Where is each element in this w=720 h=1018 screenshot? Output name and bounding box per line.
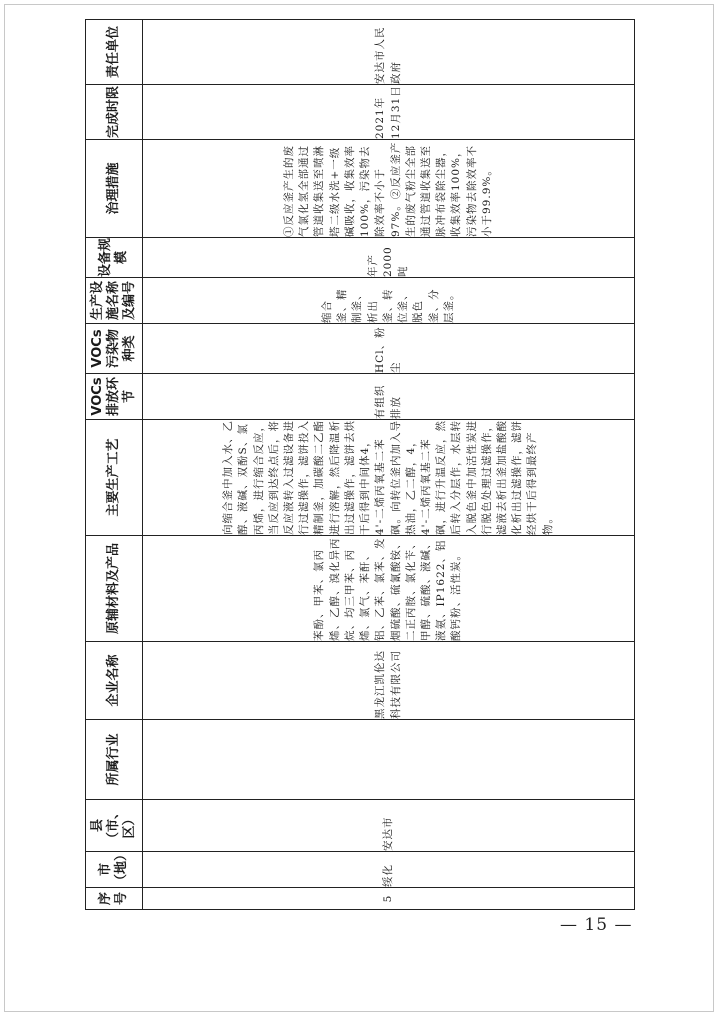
governance-table	[85, 19, 635, 910]
cell-county: 安达市	[143, 800, 635, 852]
cell-industry	[143, 720, 635, 800]
header-deadline: 完成时限	[86, 85, 143, 140]
header-seq: 序号	[86, 888, 143, 910]
header-voc-link: VOCs排放环节	[86, 374, 143, 420]
cell-equipment: 缩合釜、精制釜、析出釜、转位釜、脱色釜、分层釜。	[143, 278, 635, 324]
header-materials: 原辅材料及产品	[86, 536, 143, 642]
header-measures: 治理措施	[86, 140, 143, 238]
cell-deadline: 2021年12月31日	[143, 85, 635, 140]
header-industry: 所属行业	[86, 720, 143, 800]
cell-city: 绥化	[143, 852, 635, 888]
cell-seq: 5	[143, 888, 635, 910]
page-number: — 15 —	[560, 915, 633, 935]
cell-scale: 年产2000吨	[143, 238, 635, 278]
header-scale: 设备规模	[86, 238, 143, 278]
header-city: 市（地）	[86, 852, 143, 888]
cell-voc-link: 有组织排放	[143, 374, 635, 420]
header-county: 县（市、区）	[86, 800, 143, 852]
header-row	[86, 20, 143, 910]
header-equipment: 生产设施名称及编号	[86, 278, 143, 324]
cell-responsible: 安达市人民政府	[143, 20, 635, 85]
cell-materials: 苯酚、甲苯、氯丙烯、乙醇、溴化异丙烷、均三甲苯、丙烯、氯气、苯酐、铝、乙苯、氯苯、发烟硫酸、硫氰酸铵、二正丙胺、氯化苄、甲醇、硫酸、液碱、液氨、IP1622、铝酸钙粉、活性炭。	[143, 536, 635, 642]
header-voc-type: VOCs污染物种类	[86, 324, 143, 374]
cell-measures: ①反应釜产生的废气氯化氢全部通过管道收集送至喷淋塔二级水洗+一级碱吸收，收集效率100%，污染物去除效率不小于97%。②反应釜产生的废气粉尘全部通过管道收集送至脉冲布袋除尘器，收集效率100%，污染物去除效率不小于99.9%。	[143, 140, 635, 238]
cell-company: 黑龙江凯伦达科技有限公司	[143, 642, 635, 720]
rotated-table-wrapper	[85, 26, 635, 910]
cell-voc-type: HCl、粉尘	[143, 324, 635, 374]
header-company: 企业名称	[86, 642, 143, 720]
rotated-table	[85, 26, 635, 910]
header-process: 主要生产工艺	[86, 420, 143, 536]
header-responsible: 责任单位	[86, 20, 143, 85]
table-row	[143, 20, 635, 910]
cell-process: 向缩合釜中加入水、乙醇、液碱、双酚S、氯丙烯，进行缩合反应，当反应到达终点后，将反应液转入过滤设备进行过滤操作，滤饼投入精制釜，加碳酸二乙酯进行溶解，然后降温析出过滤操作，滤饼去烘干后得到中间体4，4'-二烯丙氧基二苯砜。向转位釜内加入导热油，乙二醇，4，4'-二烯丙氧基二苯砜，进行升温反应，然后转入分层作，水层转入脱色釜中加活性炭进行脱色处理过滤操作，滤液去析出釜加盐酸酸化析出过滤操作，滤饼经烘干后得到最终产物。	[143, 420, 635, 536]
